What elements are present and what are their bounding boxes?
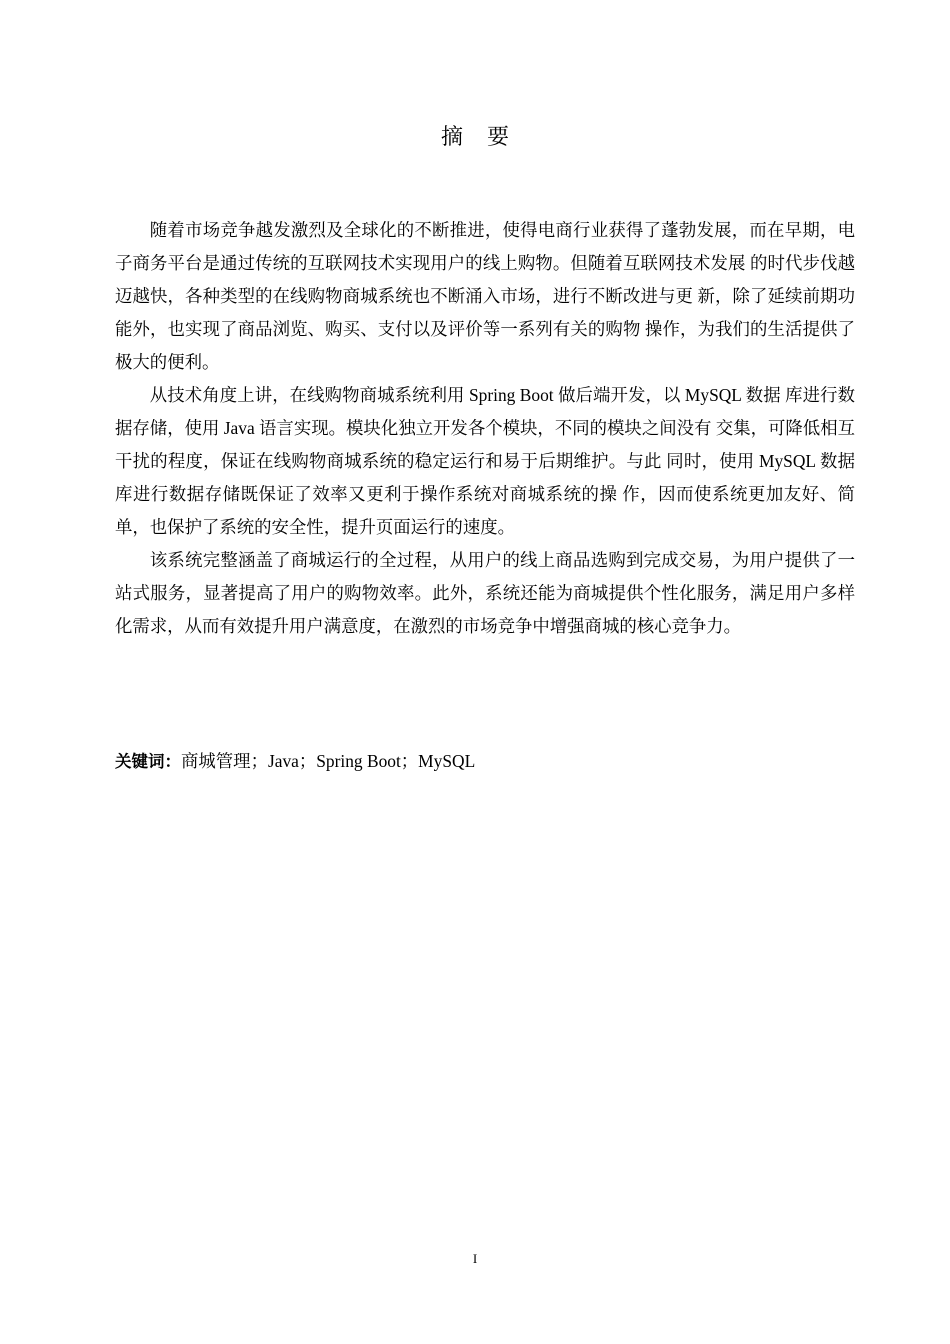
keywords-line [115, 745, 855, 778]
page-number: I [472, 1251, 478, 1266]
abstract-paragraph-2: 从技术角度上讲，在线购物商城系统利用 Spring Boot 做后端开发，以 MySQL 数据 库进行数据存储，使用 Java 语言实现。模块化独立开发各个模块，不同的模块之间没有 交集，可降低相互干扰的程度，保证在线购物商城系统的稳定运行和易于后期维护。与此 同时，使用 MySQL 数据库进行数据存储既保证了效率又更利于操作系统对商城系统的操 作，因而使系统更加友好、简单，也保护了系统的安全性，提升页面运行的速度。 [115, 385, 855, 537]
abstract-paragraph-3: 该系统完整涵盖了商城运行的全过程，从用户的线上商品选购到完成交易，为用户提供了一站式服务，显著提高了用户的购物效率。此外，系统还能为商城提供个性化服务，满足用户多样化需求，从而有效提升用户满意度，在激烈的市场竞争中增强商城的核心竞争力。 [115, 550, 855, 636]
keywords-label: 关键词： [115, 752, 181, 771]
page-title: 摘要 [440, 125, 533, 150]
keywords-text: 商城管理；Java；Spring Boot；MySQL [181, 751, 476, 771]
abstract-body [115, 214, 855, 643]
abstract-paragraph-1: 随着市场竞争越发激烈及全球化的不断推进，使得电商行业获得了蓬勃发展，而在早期，电子商务平台是通过传统的互联网技术实现用户的线上购物。但随着互联网技术发展 的时代步伐越迈越快，各种类型的在线购物商城系统也不断涌入市场，进行不断改进与更 新，除了延续前期功能外，也实现了商品浏览、购买、支付以及评价等一系列有关的购物 操作，为我们的生活提供了极大的便利。 [115, 220, 855, 372]
